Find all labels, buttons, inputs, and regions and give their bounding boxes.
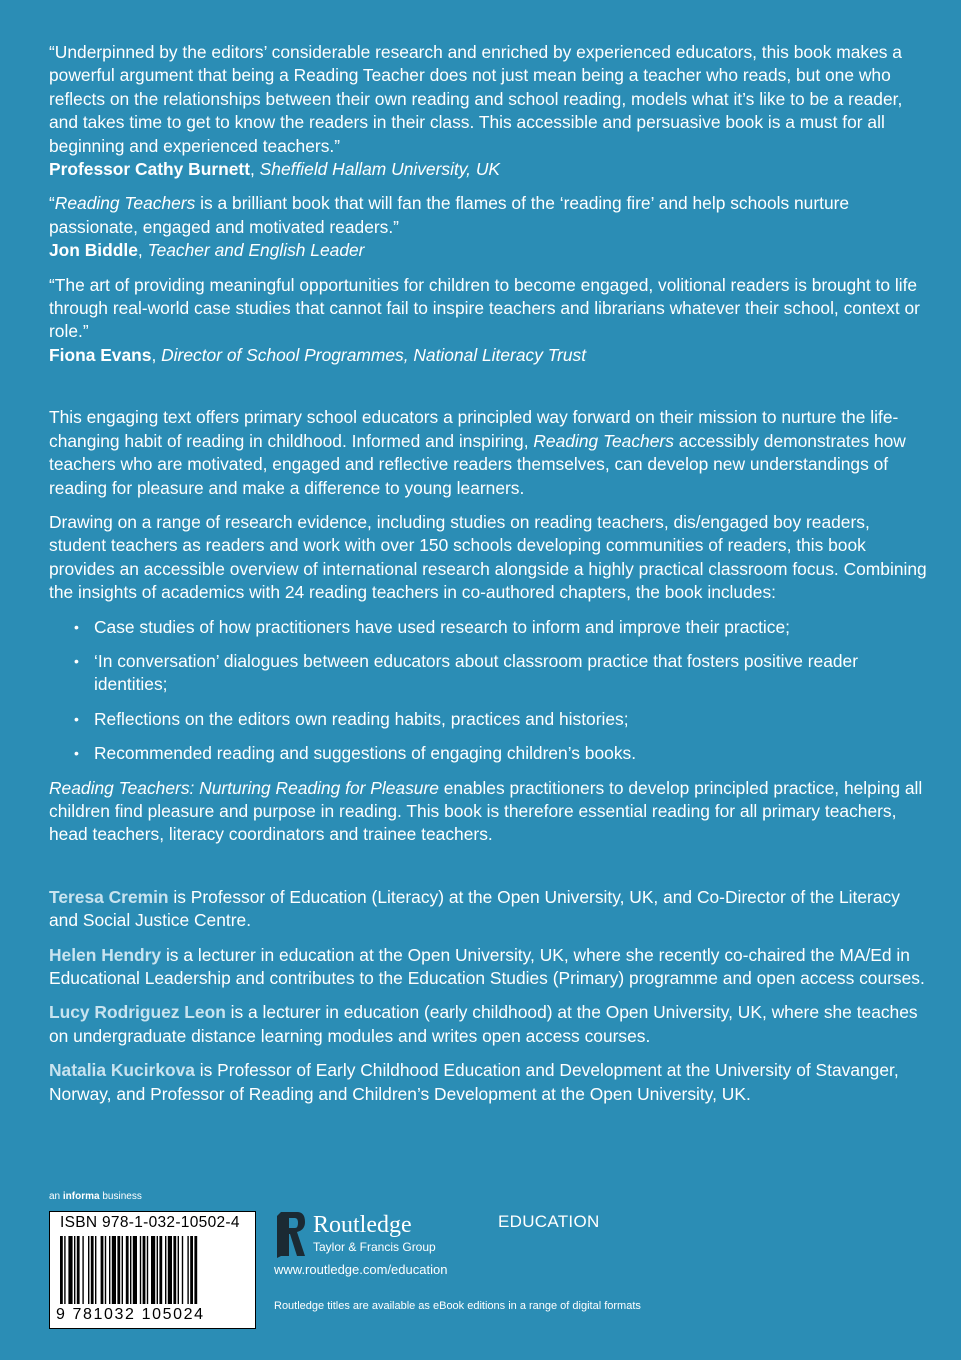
editor-name: Teresa Cremin bbox=[49, 886, 169, 907]
description-paragraph bbox=[49, 777, 929, 847]
quote-text: “Underpinned by the editors’ considerable research and enriched by experienced educators, this book makes a powerful argument that being a Reading Teacher does not just mean being a teacher who reads, but one who reflects on the relationships between their own reading and school reading, models what it’s like to be a reader, and takes time to get to know the readers in their class. This accessible and persuasive book is a must for all beginning and experienced teachers.” bbox=[49, 42, 903, 156]
barcode-bar bbox=[133, 1236, 137, 1304]
list-item-text: Reflections on the editors own reading habits, practices and histories; bbox=[94, 708, 629, 729]
editor-name: Lucy Rodriguez Leon bbox=[49, 1002, 226, 1023]
ebook-note: Routledge titles are available as eBook editions in a range of digital formats bbox=[274, 1300, 641, 1312]
barcode-bar bbox=[91, 1236, 94, 1304]
barcode-bar bbox=[182, 1236, 183, 1304]
list-item bbox=[49, 616, 929, 639]
routledge-logo-icon bbox=[275, 1210, 307, 1260]
barcode-bar bbox=[95, 1236, 96, 1304]
editor-bio-text: is Professor of Early Childhood Education and Development at the University of Stavanger, Norway, and Professor of Reading and Children’s Development at the Open University, UK. bbox=[49, 1060, 899, 1104]
description-text: enables practitioners to develop principled practice, helping all children find pleasure and purpose in reading. This book is therefore essential reading for all primary teachers, head teachers, literacy coordinators and trainee teachers. bbox=[49, 777, 923, 845]
list-item bbox=[49, 742, 929, 765]
book-title-inline: Reading Teachers bbox=[533, 430, 674, 451]
subject-category: EDUCATION bbox=[498, 1212, 600, 1231]
bullet-icon: • bbox=[74, 745, 79, 762]
quote-body: is a brilliant book that will fan the flames of the ‘reading fire’ and help schools nurture passionate, engaged and motivated readers.” bbox=[49, 193, 850, 237]
barcode-bar bbox=[173, 1236, 176, 1304]
editor-name: Helen Hendry bbox=[49, 944, 162, 965]
barcode-bar bbox=[105, 1236, 106, 1304]
isbn-barcode bbox=[49, 1211, 256, 1329]
barcode-bar bbox=[122, 1236, 123, 1304]
editor-bio bbox=[49, 886, 929, 933]
barcode-bar bbox=[168, 1236, 172, 1304]
isbn-number: ISBN 978-1-032-10502-4 bbox=[60, 1214, 240, 1231]
back-cover-text bbox=[49, 41, 929, 1117]
barcode-bar bbox=[101, 1236, 104, 1304]
publisher-url: www.routledge.com/education bbox=[274, 1262, 448, 1277]
barcode-digits: 9 781032 105024 bbox=[56, 1306, 205, 1323]
list-item bbox=[49, 650, 929, 697]
endorsement-quote bbox=[49, 41, 929, 181]
barcode-bar bbox=[130, 1236, 131, 1304]
description-paragraph bbox=[49, 406, 929, 500]
editor-bio-text: is Professor of Education (Literacy) at the Open University, UK, and Co-Director of the Literacy and Social Justice Centre. bbox=[49, 886, 900, 931]
barcode-bar bbox=[64, 1236, 65, 1304]
barcode-bar bbox=[147, 1236, 148, 1304]
quote-attribution: Jon Biddle, Teacher and English Leader bbox=[49, 240, 365, 261]
barcode-bar bbox=[88, 1236, 89, 1304]
quote-text bbox=[49, 192, 929, 239]
list-item-text: ‘In conversation’ dialogues between educators about classroom practice that fosters positive reader identities; bbox=[94, 650, 858, 695]
list-item bbox=[49, 708, 929, 731]
barcode-bar bbox=[117, 1236, 120, 1304]
bullet-icon: • bbox=[74, 652, 79, 669]
barcode-bar bbox=[74, 1236, 75, 1304]
barcode-bar bbox=[178, 1236, 179, 1304]
barcode-bar bbox=[151, 1236, 155, 1304]
editor-bio bbox=[49, 1059, 929, 1106]
quote-author: Jon Biddle bbox=[49, 240, 138, 261]
barcode-bar bbox=[159, 1236, 162, 1304]
informa-suffix: business bbox=[99, 1191, 142, 1202]
informa-brand: informa bbox=[62, 1191, 100, 1202]
barcode-bar bbox=[143, 1236, 146, 1304]
quote-open-mark: “ bbox=[49, 193, 55, 214]
bullet-icon: • bbox=[74, 618, 79, 635]
barcode-icon bbox=[58, 1236, 248, 1308]
publisher-logo-text bbox=[313, 1212, 436, 1254]
description-text: This engaging text offers primary school educators a principled way forward on their mission to nurture the life-changing habit of reading in childhood. Informed and inspiring, bbox=[49, 407, 899, 451]
book-title-inline: Reading Teachers: Nurturing Reading for Pleasure bbox=[49, 777, 439, 798]
barcode-bar bbox=[140, 1236, 141, 1304]
barcode-bar bbox=[194, 1236, 197, 1304]
cover-footer bbox=[49, 1188, 929, 1348]
quote-author: Professor Cathy Burnett bbox=[49, 159, 250, 180]
editor-bio-text: is a lecturer in education (early childhood) at the Open University, UK, where she teaches on undergraduate distance learning modules and writes open access courses. bbox=[49, 1002, 918, 1046]
quote-book-title: Reading Teachers bbox=[54, 193, 196, 214]
barcode-bar bbox=[60, 1236, 63, 1304]
bullet-icon: • bbox=[74, 710, 79, 727]
barcode-bar bbox=[157, 1236, 158, 1304]
quote-author-role: Teacher and English Leader bbox=[147, 240, 365, 261]
quote-attribution: Fiona Evans, Director of School Programmes, National Literacy Trust bbox=[49, 344, 587, 365]
quote-text: “The art of providing meaningful opportunities for children to become engaged, volitional readers is brought to life through real-world case studies that cannot fail to inspire teachers and librarians whatever their school, context or role.” bbox=[49, 274, 920, 342]
editor-bio-text: is a lecturer in education at the Open University, UK, where she recently co-chaired the MA/Ed in Educational Leadership and contributes to the Education Studies (Primary) programme and open access courses. bbox=[49, 944, 925, 988]
editor-bio bbox=[49, 1001, 929, 1048]
informa-business-tag bbox=[49, 1191, 142, 1202]
endorsement-quote bbox=[49, 192, 929, 262]
barcode-bar bbox=[82, 1236, 83, 1304]
barcode-bar bbox=[187, 1236, 188, 1304]
publisher-name: Routledge bbox=[313, 1212, 412, 1238]
quote-author: Fiona Evans bbox=[49, 344, 152, 365]
description-paragraph: Drawing on a range of research evidence, including studies on reading teachers, dis/engaged boy readers, student teachers as readers and work with over 150 schools developing communities of readers, this book provides an accessible overview of international research alongside a highly practical classroom focus. Combining the insights of academics with 24 reading teachers in co-authored chapters, the book includes: bbox=[49, 511, 927, 603]
quote-author-role: Director of School Programmes, National Literacy Trust bbox=[161, 344, 587, 365]
feature-list bbox=[49, 616, 929, 766]
list-item-text: Case studies of how practitioners have used research to inform and improve their practice; bbox=[94, 616, 790, 637]
publisher-group: Taylor & Francis Group bbox=[313, 1240, 436, 1254]
barcode-bar bbox=[77, 1236, 80, 1304]
informa-prefix: an bbox=[49, 1191, 63, 1202]
list-item-text: Recommended reading and suggestions of engaging children’s books. bbox=[94, 743, 637, 764]
barcode-bar bbox=[126, 1236, 129, 1304]
barcode-bar bbox=[112, 1236, 116, 1304]
description-text: accessibly demonstrates how teachers who are motivated, engaged and reflective readers themselves, can develop new understandings of reading for pleasure and make a difference to young learners. bbox=[49, 430, 906, 498]
quote-author-role: Sheffield Hallam University, UK bbox=[259, 159, 500, 180]
editor-bio bbox=[49, 944, 929, 991]
barcode-bar bbox=[68, 1236, 72, 1304]
endorsement-quote bbox=[49, 274, 929, 368]
barcode-bar bbox=[190, 1236, 193, 1304]
barcode-bar bbox=[165, 1236, 166, 1304]
barcode-bar bbox=[109, 1236, 110, 1304]
editor-name: Natalia Kucirkova bbox=[49, 1060, 195, 1081]
quote-attribution: Professor Cathy Burnett, Sheffield Hallam University, UK bbox=[49, 159, 500, 180]
